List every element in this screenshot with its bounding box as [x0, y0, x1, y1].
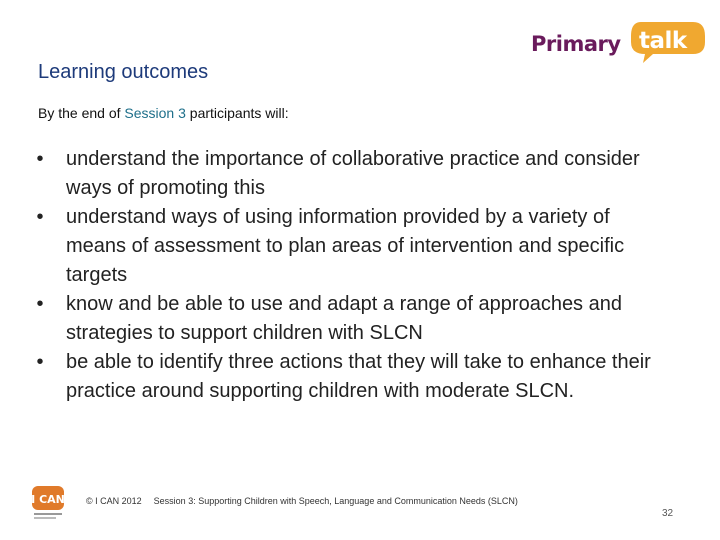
intro-after: participants will: [185, 105, 289, 121]
ican-logo [30, 484, 66, 524]
bullet-icon: • [36, 351, 44, 373]
list-item-text: know and be able to use and adapt a range of approaches and strategies to support children with SLCN [66, 293, 622, 344]
list-item-text: understand the importance of collaborative practice and consider ways of promoting this [66, 148, 640, 199]
session-title: Session 3: Supporting Children with Speech, Language and Communication Needs (SLCN) [153, 496, 518, 506]
logo-talk-text: talk [639, 28, 687, 54]
ican-logo-text: I CAN [31, 493, 65, 506]
bullet-icon: • [36, 293, 44, 315]
list-item-text: be able to identify three actions that they will take to enhance their practice around supporting children with moderate SLCN. [66, 351, 651, 402]
intro-before: By the end of [38, 105, 125, 121]
primary-talk-logo [527, 20, 707, 70]
intro-session-highlight: Session 3 [124, 105, 186, 121]
list-item [30, 145, 670, 203]
bullet-icon: • [36, 206, 44, 228]
list-item [30, 203, 670, 290]
list-item-text: understand ways of using information provided by a variety of means of assessment to plan areas of intervention and specific targets [66, 206, 625, 286]
list-item [30, 348, 670, 406]
intro-text [38, 105, 289, 121]
learning-outcomes-list [30, 145, 670, 406]
footer-text [86, 496, 518, 506]
bullet-icon: • [36, 148, 44, 170]
page-title: Learning outcomes [38, 61, 209, 83]
list-item [30, 290, 670, 348]
copyright: © I CAN 2012 [86, 496, 142, 506]
logo-primary-text: Primary [531, 32, 621, 56]
page-number: 32 [662, 508, 674, 519]
